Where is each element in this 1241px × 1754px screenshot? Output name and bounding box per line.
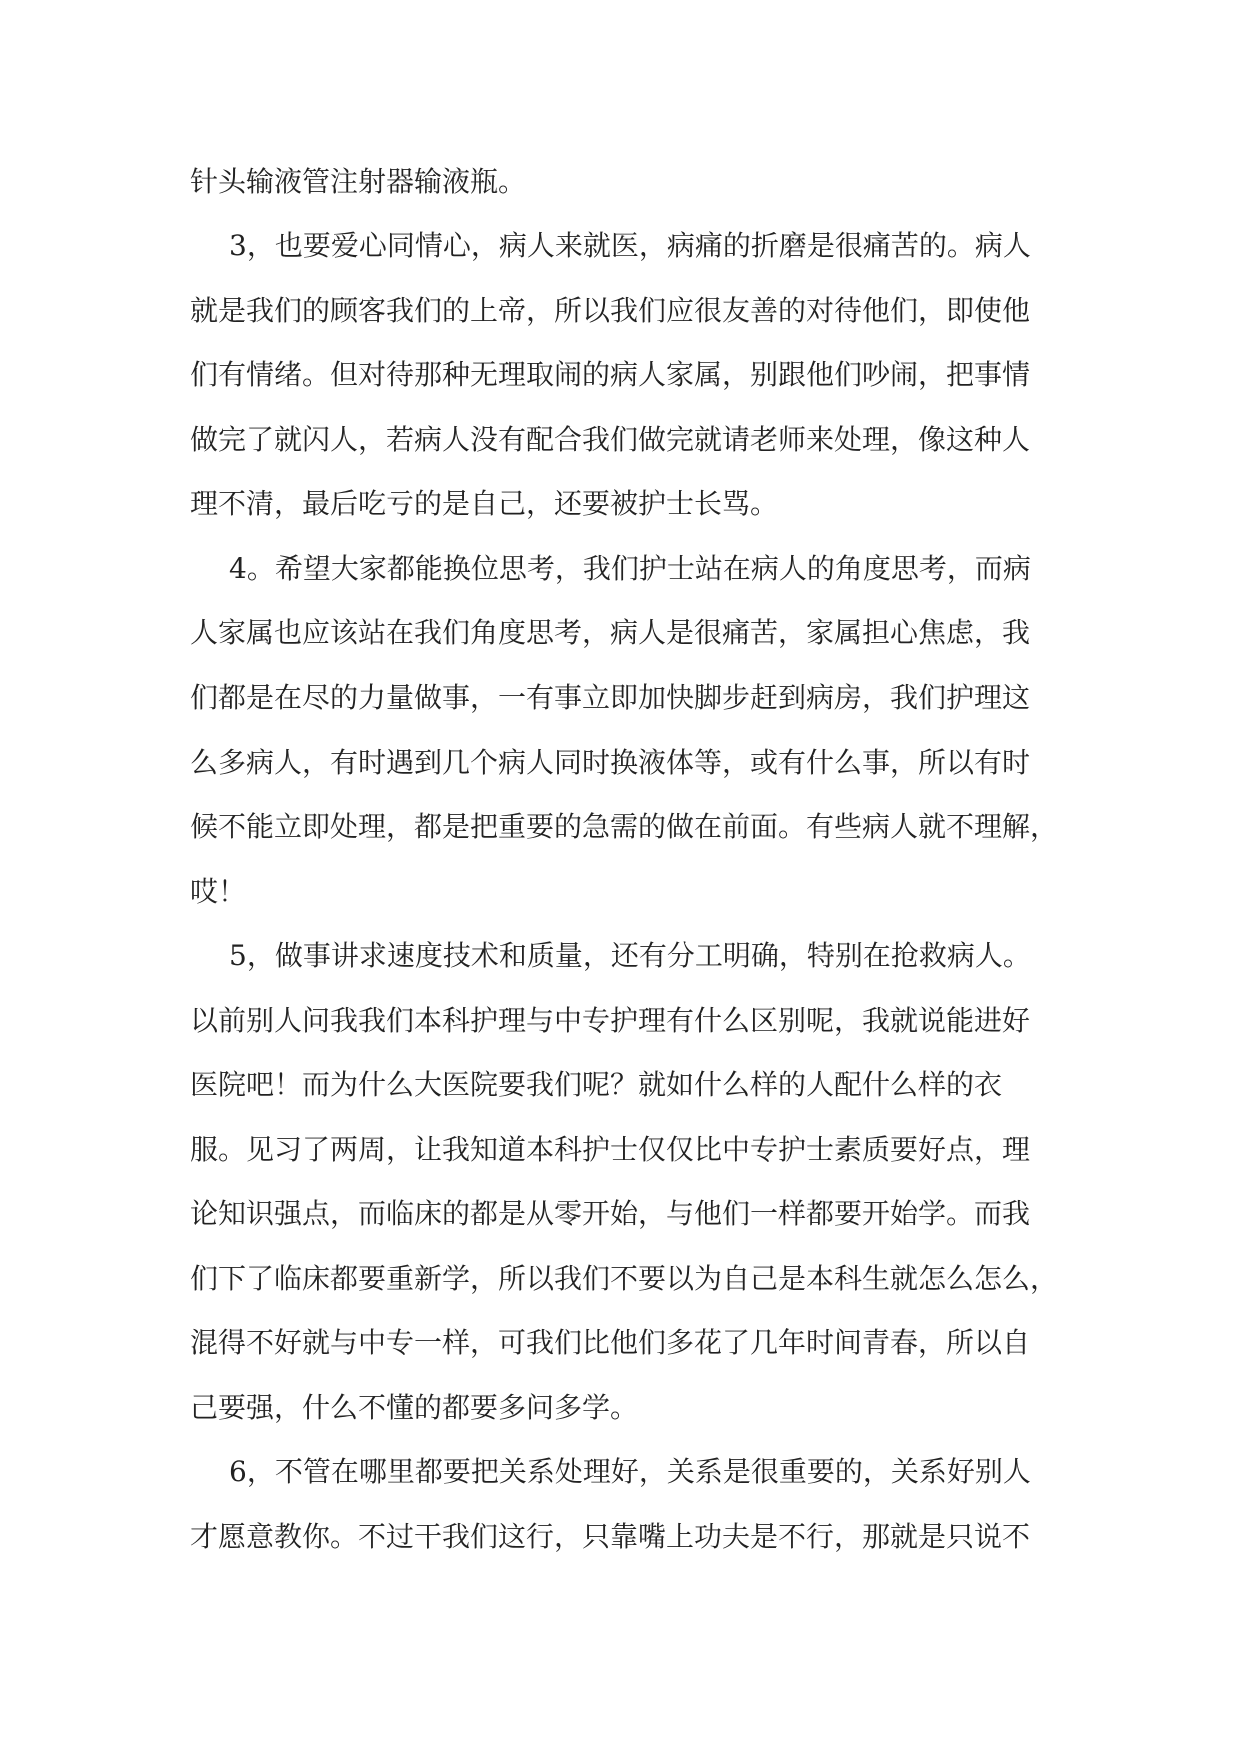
text-line: 以前别人问我我们本科护理与中专护理有什么区别呢，我就说能进好 (190, 1004, 1031, 1037)
text-line: 3，也要爱心同情心，病人来就医，病痛的折磨是很痛苦的。病人 (229, 229, 1031, 262)
text-line: 理不清，最后吃亏的是自己，还要被护士长骂。 (190, 487, 779, 520)
text-line: 混得不好就与中专一样，可我们比他们多花了几年时间青春，所以自 (190, 1326, 1031, 1359)
text-line: 候不能立即处理，都是把重要的急需的做在前面。有些病人就不理解， (190, 810, 1059, 843)
text-line: 6，不管在哪里都要把关系处理好，关系是很重要的，关系好别人 (229, 1455, 1031, 1488)
text-line: 5，做事讲求速度技术和质量，还有分工明确，特别在抢救病人。 (229, 939, 1031, 972)
text-line: 论知识强点，而临床的都是从零开始，与他们一样都要开始学。而我 (190, 1197, 1031, 1230)
text-line: 们都是在尽的力量做事，一有事立即加快脚步赶到病房，我们护理这 (190, 681, 1031, 714)
text-line: 针头输液管注射器输液瓶。 (190, 165, 527, 198)
text-line: 4。希望大家都能换位思考，我们护士站在病人的角度思考，而病 (229, 552, 1031, 585)
text-line: 就是我们的顾客我们的上帝，所以我们应很友善的对待他们，即使他 (190, 294, 1031, 327)
text-line: 服。见习了两周，让我知道本科护士仅仅比中专护士素质要好点，理 (190, 1133, 1031, 1166)
text-line: 么多病人，有时遇到几个病人同时换液体等，或有什么事，所以有时 (190, 746, 1031, 779)
text-line: 己要强，什么不懂的都要多问多学。 (190, 1391, 639, 1424)
text-line: 们下了临床都要重新学，所以我们不要以为自己是本科生就怎么怎么， (190, 1262, 1059, 1295)
text-line: 才愿意教你。不过干我们这行，只靠嘴上功夫是不行，那就是只说不 (190, 1520, 1031, 1553)
text-line: 人家属也应该站在我们角度思考，病人是很痛苦，家属担心焦虑，我 (190, 616, 1031, 649)
text-line: 做完了就闪人，若病人没有配合我们做完就请老师来处理，像这种人 (190, 423, 1031, 456)
text-line: 医院吧！而为什么大医院要我们呢？就如什么样的人配什么样的衣 (190, 1068, 1003, 1101)
text-line: 们有情绪。但对待那种无理取闹的病人家属，别跟他们吵闹，把事情 (190, 358, 1031, 391)
text-line: 哎！ (190, 875, 247, 908)
